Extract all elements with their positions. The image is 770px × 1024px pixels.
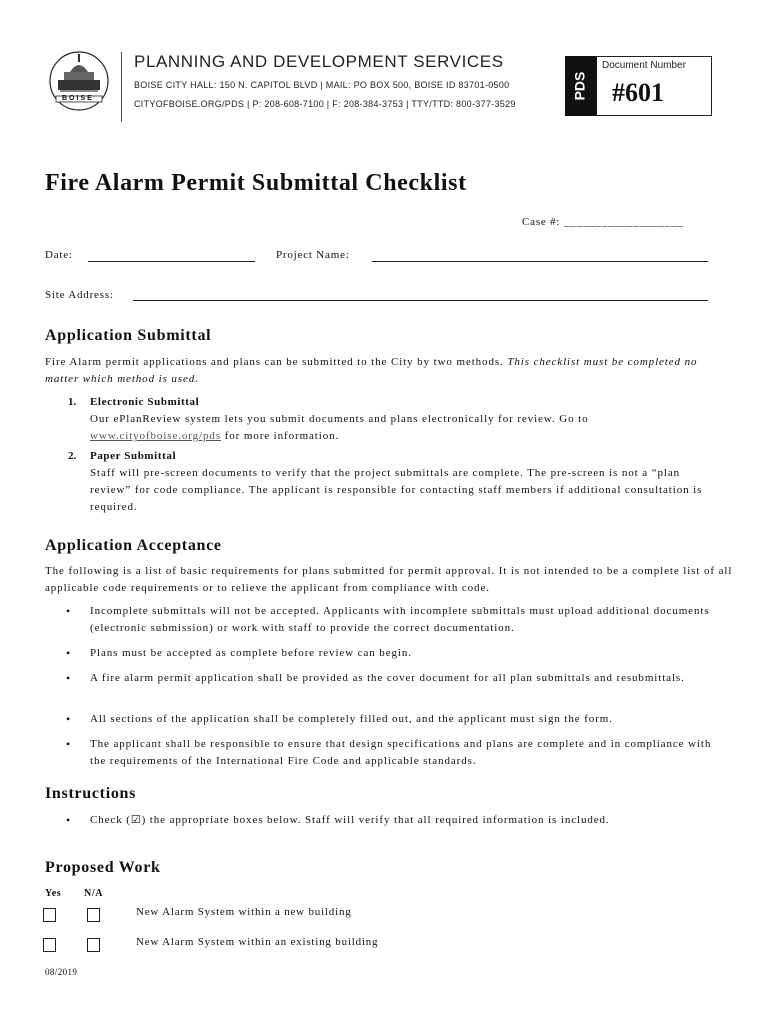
bullet-icon: • (66, 671, 71, 685)
list-number: 1. (68, 396, 77, 408)
paper-submittal-title: Paper Submittal (90, 450, 177, 462)
bullet-icon: • (66, 737, 71, 751)
project-name-field[interactable] (372, 261, 708, 262)
existing-building-na-checkbox[interactable] (87, 938, 100, 952)
city-seal-logo (48, 50, 110, 112)
pds-label (566, 68, 596, 104)
requirement-item: All sections of the application shall be completely filled out, and the applicant must sign the form. (90, 713, 613, 725)
application-submittal-heading: Application Submittal (45, 327, 212, 344)
bullet-icon: • (66, 813, 71, 827)
header-divider (121, 52, 122, 122)
date-field[interactable] (88, 261, 255, 262)
na-column-header: N/A (84, 888, 104, 899)
project-name-label: Project Name: (276, 249, 350, 261)
footer-revision-date: 08/2019 (45, 967, 78, 977)
electronic-submittal-title: Electronic Submittal (90, 396, 200, 408)
application-acceptance-heading: Application Acceptance (45, 537, 222, 554)
bullet-icon: • (66, 604, 71, 618)
org-title: PLANNING AND DEVELOPMENT SERVICES (134, 52, 504, 71)
contact-line: CITYOFBOISE.ORG/PDS | P: 208-608-7100 | F: 208-384-3753 | TTY/TTD: 800-377-3529 (134, 99, 516, 109)
proposed-work-heading: Proposed Work (45, 859, 161, 876)
requirement-item: A fire alarm permit application shall be provided as the cover document for all plan submittals and resubmittals. (90, 672, 685, 684)
paper-submittal-text: Staff will pre-screen documents to verify that the project submittals are complete. The pre-screen is not a “plan review” for code compliance. The applicant is responsible for contacting staff members if additional consultation is required. (90, 467, 703, 513)
requirement-item: The applicant shall be responsible to ensure that design specifications and plans are complete and in compliance with the requirements of the International Fire Code and applicable standards. (90, 738, 712, 767)
case-number-field[interactable]: Case #: ___________________ (522, 216, 684, 228)
pds-website-link[interactable]: www.cityofboise.org/pds (90, 430, 221, 442)
requirement-item: Plans must be accepted as complete before review can begin. (90, 647, 412, 659)
document-number: #601 (612, 78, 664, 107)
date-label: Date: (45, 249, 73, 261)
document-number-label: Document Number (602, 60, 686, 71)
bullet-icon: • (66, 712, 71, 726)
site-address-field[interactable] (133, 300, 708, 301)
site-address-label: Site Address: (45, 289, 114, 301)
checklist-note: This checklist must be completed no matter which method is used. (45, 356, 698, 385)
application-submittal-intro: Fire Alarm permit applications and plans can be submitted to the City by two methods. This checklist must be completed no matter which method is used. (45, 356, 698, 385)
logo-wordmark: BOISE (62, 95, 94, 102)
svg-text:PDS: PDS (571, 71, 588, 101)
instructions-text: Check (☑) the appropriate boxes below. Staff will verify that all required information is included. (90, 814, 610, 826)
new-building-na-checkbox[interactable] (87, 908, 100, 922)
application-acceptance-intro: The following is a list of basic requirements for plans submitted for permit approval. It is not intended to be a complete list of all applicable code requirements or to relieve the applicant from compliance with code. (45, 565, 733, 594)
address-line: BOISE CITY HALL: 150 N. CAPITOL BLVD | MAIL: PO BOX 500, BOISE ID 83701-0500 (134, 80, 510, 90)
new-building-yes-checkbox[interactable] (43, 908, 56, 922)
instructions-heading: Instructions (45, 785, 137, 802)
proposed-work-item: New Alarm System within a new building (136, 906, 352, 918)
proposed-work-item: New Alarm System within an existing building (136, 936, 379, 948)
requirement-item: Incomplete submittals will not be accepted. Applicants with incomplete submittals must upload additional documents (electronic submission) or work with staff to provide the correct documentation. (90, 605, 710, 634)
bullet-icon: • (66, 646, 71, 660)
yes-column-header: Yes (45, 888, 62, 899)
electronic-submittal-text: Our ePlanReview system lets you submit documents and plans electronically for review. Go to www.cityofboise.org/pds for more information. (90, 413, 589, 442)
existing-building-yes-checkbox[interactable] (43, 938, 56, 952)
form-title: Fire Alarm Permit Submittal Checklist (45, 170, 467, 196)
list-number: 2. (68, 450, 77, 462)
